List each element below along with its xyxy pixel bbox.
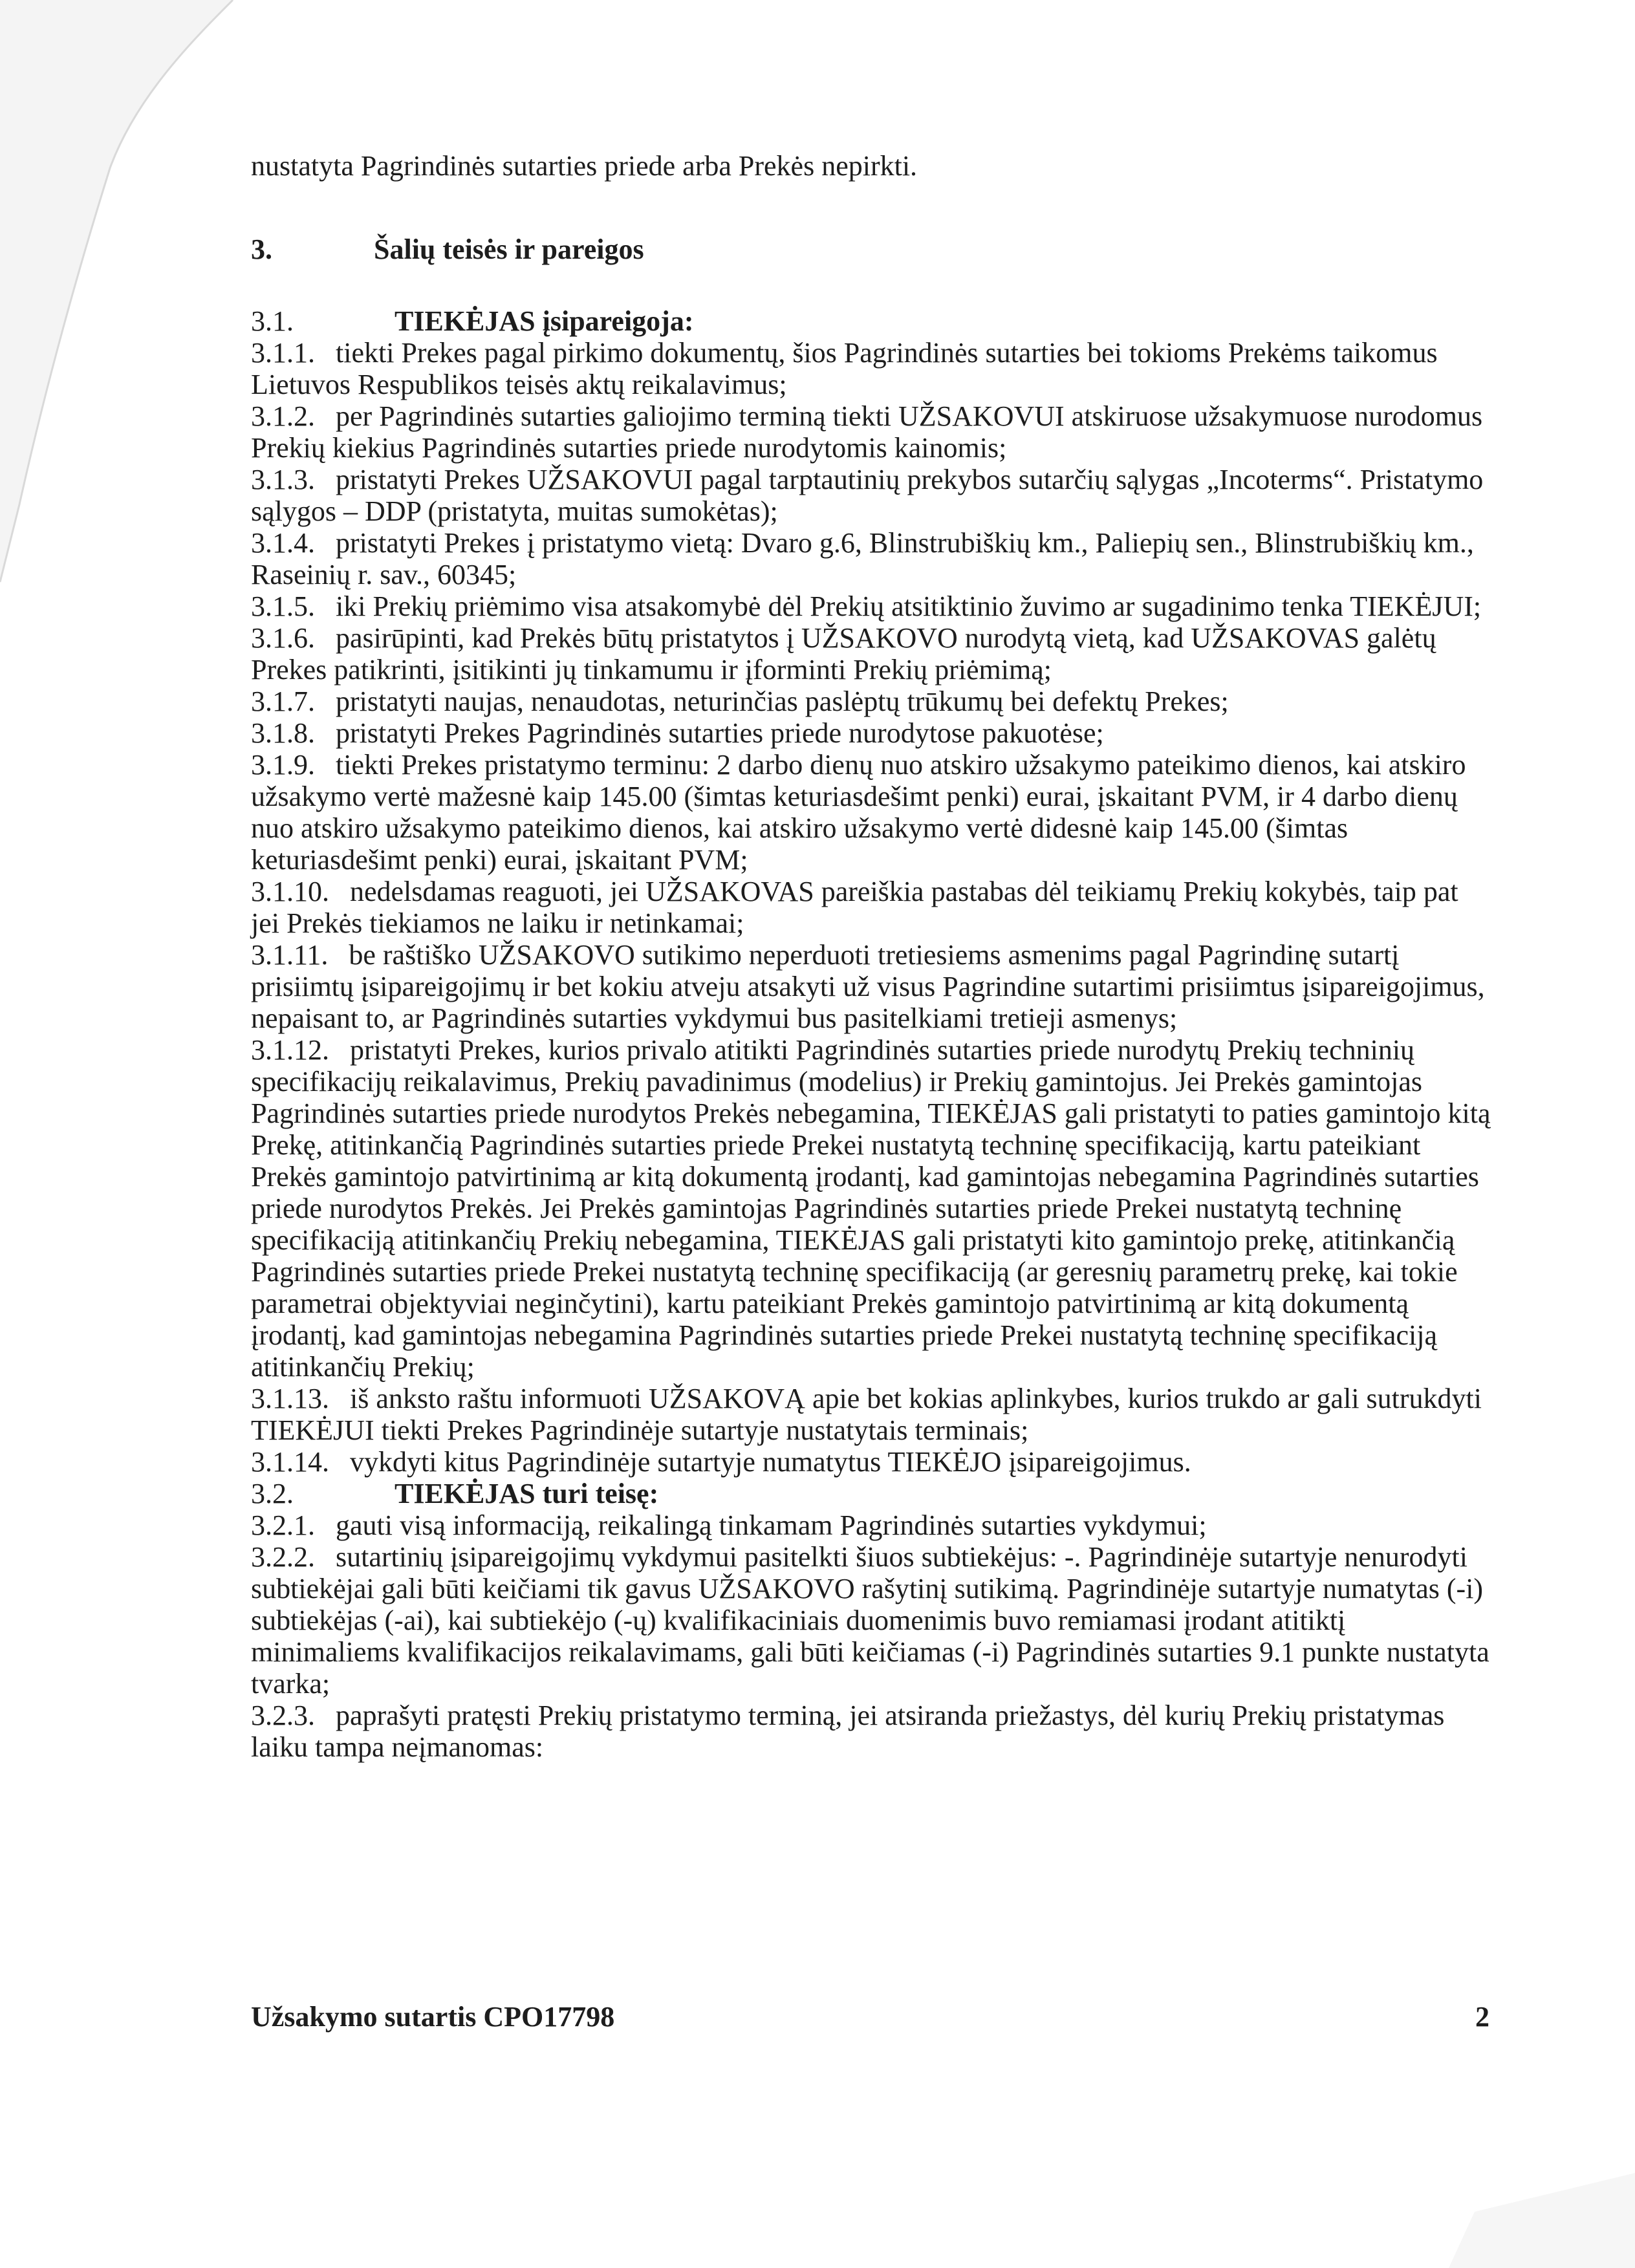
item-number: 3.2.2. [251, 1541, 315, 1573]
item-text: gauti visą informaciją, reikalingą tinkamam Pagrindinės sutarties vykdymui; [336, 1509, 1207, 1541]
item-text: paprašyti pratęsti Prekių pristatymo terminą, jei atsiranda priežastys, dėl kurių Prekių pristatymas laiku tampa neįmanomas: [251, 1700, 1445, 1763]
item-text: pristatyti Prekes UŽSAKOVUI pagal tarptautinių prekybos sutarčių sąlygas „Incoterms“. Pristatymo sąlygos – DDP (pristatyta, muitas sumokėtas); [251, 464, 1484, 527]
item-number: 3.2.1. [251, 1509, 315, 1541]
intro-line: nustatyta Pagrindinės sutarties priede arba Prekės nepirkti. [251, 150, 918, 182]
item-number: 3.1.13. [251, 1383, 329, 1414]
clause-3-1-heading [251, 305, 1493, 337]
item-text: sutartinių įsipareigojimų vykdymui pasitelkti šiuos subtiekėjus: -. Pagrindinėje sutartyje nenurodyti subtiekėjai gali būti keičiami tik gavus UŽSAKOVO rašytinį sutikimą. Pagrindinėje sutartyje numatytas (-i) subtiekėjas (-ai), kai subtiekėjo (-ų) kvalifikaciniais duomenimis buvo remiamasi įrodant atitiktį minimaliems kvalifikacijos reikalavimams, gali būti keičiamas (-i) Pagrindinės sutarties 9.1 punkte nustatyta tvarka; [251, 1541, 1489, 1700]
clause-item [251, 1700, 1493, 1763]
item-number: 3.1.11. [251, 939, 329, 971]
item-text: pasirūpinti, kad Prekės būtų pristatytos į UŽSAKOVO nurodytą vietą, kad UŽSAKOVAS galėtų Prekes patikrinti, įsitikinti jų tinkamumu ir įforminti Prekių priėmimą; [251, 622, 1436, 686]
document-page [251, 150, 1493, 1763]
item-text: pristatyti naujas, nenaudotas, neturinčias paslėptų trūkumų bei defektų Prekes; [336, 686, 1229, 717]
page-footer [251, 2000, 1489, 2033]
item-text: iki Prekių priėmimo visa atsakomybė dėl Prekių atsitiktinio žuvimo ar sugadinimo tenka TIEKĖJUI; [336, 590, 1482, 622]
clause-item [251, 400, 1493, 464]
clause-item [251, 686, 1493, 717]
clause-item [251, 876, 1493, 939]
item-text: pristatyti Prekes į pristatymo vietą: Dvaro g.6, Blinstrubiškių km., Paliepių sen., Blinstrubiškių km., Raseinių r. sav., 60345; [251, 527, 1474, 590]
clause-item [251, 939, 1493, 1034]
section-heading [251, 233, 1493, 265]
item-number: 3.1.2. [251, 400, 315, 432]
item-number: 3.1.5. [251, 590, 315, 622]
footer-title: Užsakymo sutartis CPO17798 [251, 2001, 615, 2033]
item-number: 3.1.3. [251, 464, 315, 495]
item-text: be raštiško UŽSAKOVO sutikimo neperduoti tretiesiems asmenims pagal Pagrindinę sutartį prisiimtų įsipareigojimų ir bet kokiu atveju atsakyti už visus Pagrindine sutartimi prisiimtus įsipareigojimus, nepaisant to, ar Pagrindinės sutarties vykdymui bus pasitelkiami tretieji asmenys; [251, 939, 1485, 1034]
section-number: 3. [251, 233, 272, 265]
clause-item [251, 622, 1493, 686]
clause-item [251, 527, 1493, 590]
clause-number: 3.2. [251, 1478, 294, 1509]
item-text: tiekti Prekes pagal pirkimo dokumentų, šios Pagrindinės sutarties bei tokioms Prekėms taikomus Lietuvos Respublikos teisės aktų reikalavimus; [251, 337, 1438, 400]
section-title: Šalių teisės ir pareigos [374, 233, 644, 265]
item-text: pristatyti Prekes Pagrindinės sutarties priede nurodytose pakuotėse; [336, 717, 1104, 749]
page-number: 2 [1475, 2001, 1489, 2033]
clause-item [251, 1446, 1493, 1478]
clause-title: TIEKĖJAS turi teisę: [395, 1478, 659, 1509]
item-number: 3.1.6. [251, 622, 315, 654]
clause-title: TIEKĖJAS įsipareigoja: [395, 305, 694, 337]
item-number: 3.1.8. [251, 717, 315, 749]
item-number: 3.2.3. [251, 1700, 315, 1731]
clause-3-2-heading [251, 1478, 1493, 1509]
item-text: iš anksto raštu informuoti UŽSAKOVĄ apie bet kokias aplinkybes, kurios trukdo ar gali sutrukdyti TIEKĖJUI tiekti Prekes Pagrindinėje sutartyje nustatytais terminais; [251, 1383, 1482, 1446]
item-number: 3.1.14. [251, 1446, 329, 1478]
clause-item [251, 1509, 1493, 1541]
item-text: pristatyti Prekes, kurios privalo atitikti Pagrindinės sutarties priede nurodytų Prekių techninių specifikacijų reikalavimus, Prekių pavadinimus (modelius) ir Prekių gamintojus. Jei Prekės gamintojas Pagrindinės sutarties priede nurodytos Prekės nebegamina, TIEKĖJAS gali pristatyti to paties gamintojo kitą Prekę, atitinkančią Pagrindinės sutarties priede Prekei nustatytą techninę specifikaciją, kartu pateikiant Prekės gamintojo patvirtinimą ar kitą dokumentą įrodantį, kad gamintojas nebegamina Pagrindinės sutarties priede nurodytos Prekės. Jei Prekės gamintojas Pagrindinės sutarties priede Prekei nustatytą techninę specifikaciją atitinkančių Prekių nebegamina, TIEKĖJAS gali pristatyti kito gamintojo prekę, atitinkančią Pagrindinės sutarties priede Prekei nustatytą techninę specifikaciją (ar geresnių parametrų prekę, kai tokie parametrai objektyviai neginčytini), kartu pateikiant Prekės gamintojo patvirtinimą ar kitą dokumentą įrodantį, kad gamintojas nebegamina Pagrindinės sutarties priede Prekei nustatytą techninę specifikaciją atitinkančių Prekių; [251, 1034, 1491, 1383]
item-text: vykdyti kitus Pagrindinėje sutartyje numatytus TIEKĖJO įsipareigojimus. [350, 1446, 1191, 1478]
clause-item [251, 749, 1493, 876]
clause-item [251, 590, 1493, 622]
item-number: 3.1.1. [251, 337, 315, 369]
clause-item [251, 464, 1493, 527]
item-number: 3.1.9. [251, 749, 315, 781]
clause-item [251, 337, 1493, 400]
clause-item [251, 1383, 1493, 1446]
item-text: per Pagrindinės sutarties galiojimo terminą tiekti UŽSAKOVUI atskiruose užsakymuose nurodomus Prekių kiekius Pagrindinės sutarties priede nurodytomis kainomis; [251, 400, 1483, 464]
item-number: 3.1.4. [251, 527, 315, 559]
item-number: 3.1.10. [251, 876, 329, 907]
item-number: 3.1.12. [251, 1034, 329, 1066]
clause-item [251, 1541, 1493, 1700]
clause-item [251, 717, 1493, 749]
item-number: 3.1.7. [251, 686, 315, 717]
clause-3-1 [251, 305, 1493, 1763]
item-text: tiekti Prekes pristatymo terminu: 2 darbo dienų nuo atskiro užsakymo pateikimo dienos, kai atskiro užsakymo vertė mažesnė kaip 145.00 (šimtas keturiasdešimt penki) eurai, įskaitant PVM, ir 4 darbo dienų nuo atskiro užsakymo pateikimo dienos, kai atskiro užsakymo vertė didesnė kaip 145.00 (šimtas keturiasdešimt penki) eurai, įskaitant PVM; [251, 749, 1466, 876]
clause-number: 3.1. [251, 305, 294, 337]
item-text: nedelsdamas reaguoti, jei UŽSAKOVAS pareiškia pastabas dėl teikiamų Prekių kokybės, taip pat jei Prekės tiekiamos ne laiku ir netinkamai; [251, 876, 1458, 939]
clause-item [251, 1034, 1493, 1383]
